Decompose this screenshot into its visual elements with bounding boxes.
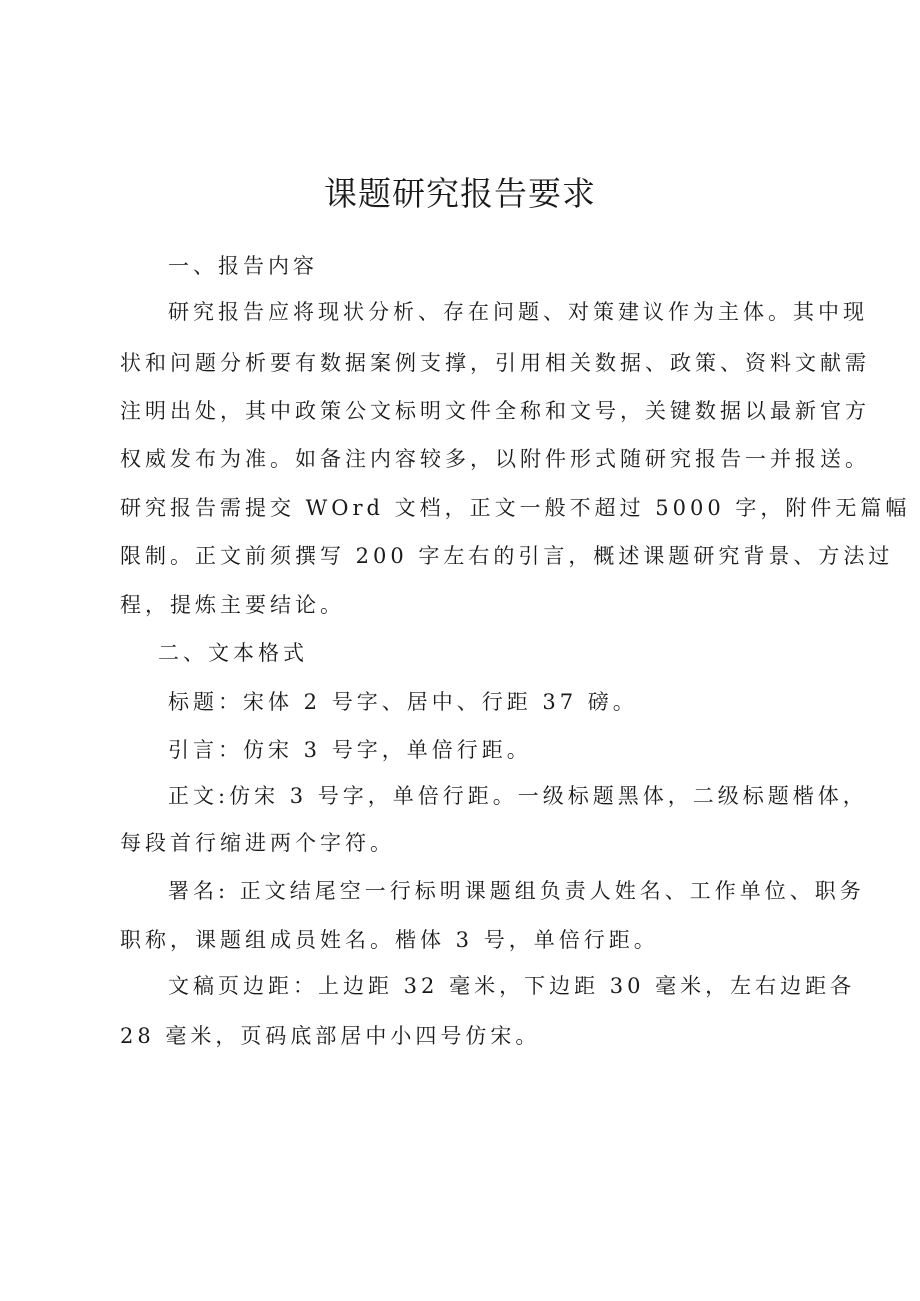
- paragraph-line: 权威发布为准。如备注内容较多，以附件形式随研究报告一并报送。: [120, 447, 870, 471]
- body-format-rule: 正文:仿宋 3 号字，单倍行距。一级标题黑体，二级标题楷体，: [168, 784, 868, 808]
- paragraph-line: 注明出处，其中政策公文标明文件全称和文号，关键数据以最新官方: [120, 399, 870, 423]
- title-format-rule: 标题：宋体 2 号字、居中、行距 37 磅。: [168, 690, 638, 714]
- signature-format-rule: 职称，课题组成员姓名。楷体 3 号，单倍行距。: [120, 928, 659, 952]
- signature-format-rule: 署名: 正文结尾空一行标明课题组负责人姓名、工作单位、职务: [168, 879, 865, 903]
- intro-format-rule: 引言：仿宋 3 号字，单倍行距。: [168, 738, 532, 762]
- document-title: 课题研究报告要求: [324, 174, 596, 213]
- section1-heading: 一、报告内容: [168, 254, 318, 278]
- paragraph-line: 研究报告应将现状分析、存在问题、对策建议作为主体。其中现: [168, 300, 868, 324]
- body-format-rule: 每段首行缩进两个字符。: [120, 831, 395, 855]
- paragraph-line: 状和问题分析要有数据案例支撑，引用相关数据、政策、资料文献需: [120, 351, 870, 375]
- margin-format-rule: 文稿页边距：上边距 32 毫米，下边距 30 毫米，左右边距各: [168, 974, 856, 998]
- paragraph-line: 研究报告需提交 WOrd 文档，正文一般不超过 5000 字，附件无篇幅: [120, 496, 911, 520]
- section2-heading: 二、文本格式: [158, 641, 308, 665]
- paragraph-line: 程，提炼主要结论。: [120, 593, 345, 617]
- paragraph-line: 限制。正文前须撰写 200 字左右的引言，概述课题研究背景、方法过: [120, 544, 894, 568]
- margin-format-rule: 28 毫米，页码底部居中小四号仿宋。: [120, 1024, 541, 1048]
